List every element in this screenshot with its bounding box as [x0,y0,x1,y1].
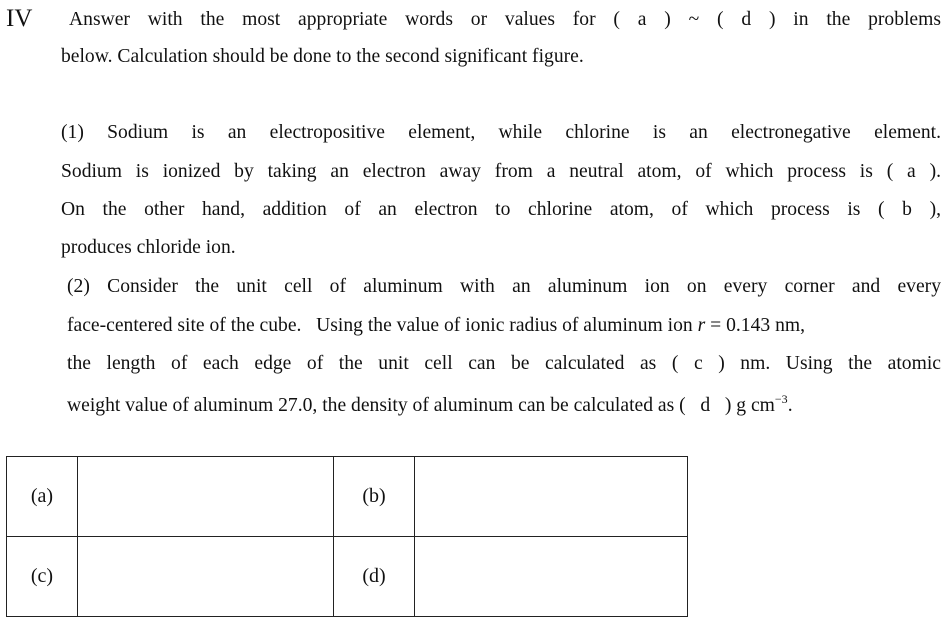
problem-2-line-4-end: . [787,395,793,416]
answer-row [7,537,688,617]
answer-label-d: (d) [334,537,415,617]
answer-box-d[interactable] [415,537,688,617]
problem-1-line-2: Sodium is ionized by taking an electron away from a neutral atom, of which process is ( a ). [61,161,941,182]
problem-2-line-3: the length of each edge of the unit cell can be calculated as ( c ) nm. Using the atomic [67,353,941,374]
answer-label-b: (b) [334,457,415,537]
problem-2-line-4-text: weight value of aluminum 27.0, the density of aluminum can be calculated as ( d ) g cm [67,395,775,416]
unit-exponent: −3 [774,392,788,406]
problem-2-line-4 [67,392,793,417]
section-numeral: IV [6,5,33,32]
problem-1-line-4: produces chloride ion. [61,237,236,258]
answer-box-a[interactable] [78,457,334,537]
problem-2-line-1: (2) Consider the unit cell of aluminum with an aluminum ion on every corner and every [67,276,941,297]
radius-variable: r [697,315,706,336]
problem-1-line-1: (1) Sodium is an electropositive element, while chlorine is an electronegative element. [61,122,941,143]
answer-label-c: (c) [7,537,78,617]
answer-table [6,456,688,617]
instruction-line-2: below. Calculation should be done to the second significant figure. [61,46,584,67]
answer-label-a: (a) [7,457,78,537]
answer-row [7,457,688,537]
instruction-line-1: Answer with the most appropriate words or values for ( a ) ~ ( d ) in the problems [69,9,941,30]
problem-2-line-2 [67,315,941,337]
answer-box-c[interactable] [78,537,334,617]
problem-2-line-2-text: face-centered site of the cube. Using the value of ionic radius of aluminum ion [67,315,698,336]
problem-1-line-3: On the other hand, addition of an electron to chlorine atom, of which process is ( b ), [61,199,941,220]
problem-2-line-2-value: = 0.143 nm, [705,315,806,336]
answer-box-b[interactable] [415,457,688,537]
